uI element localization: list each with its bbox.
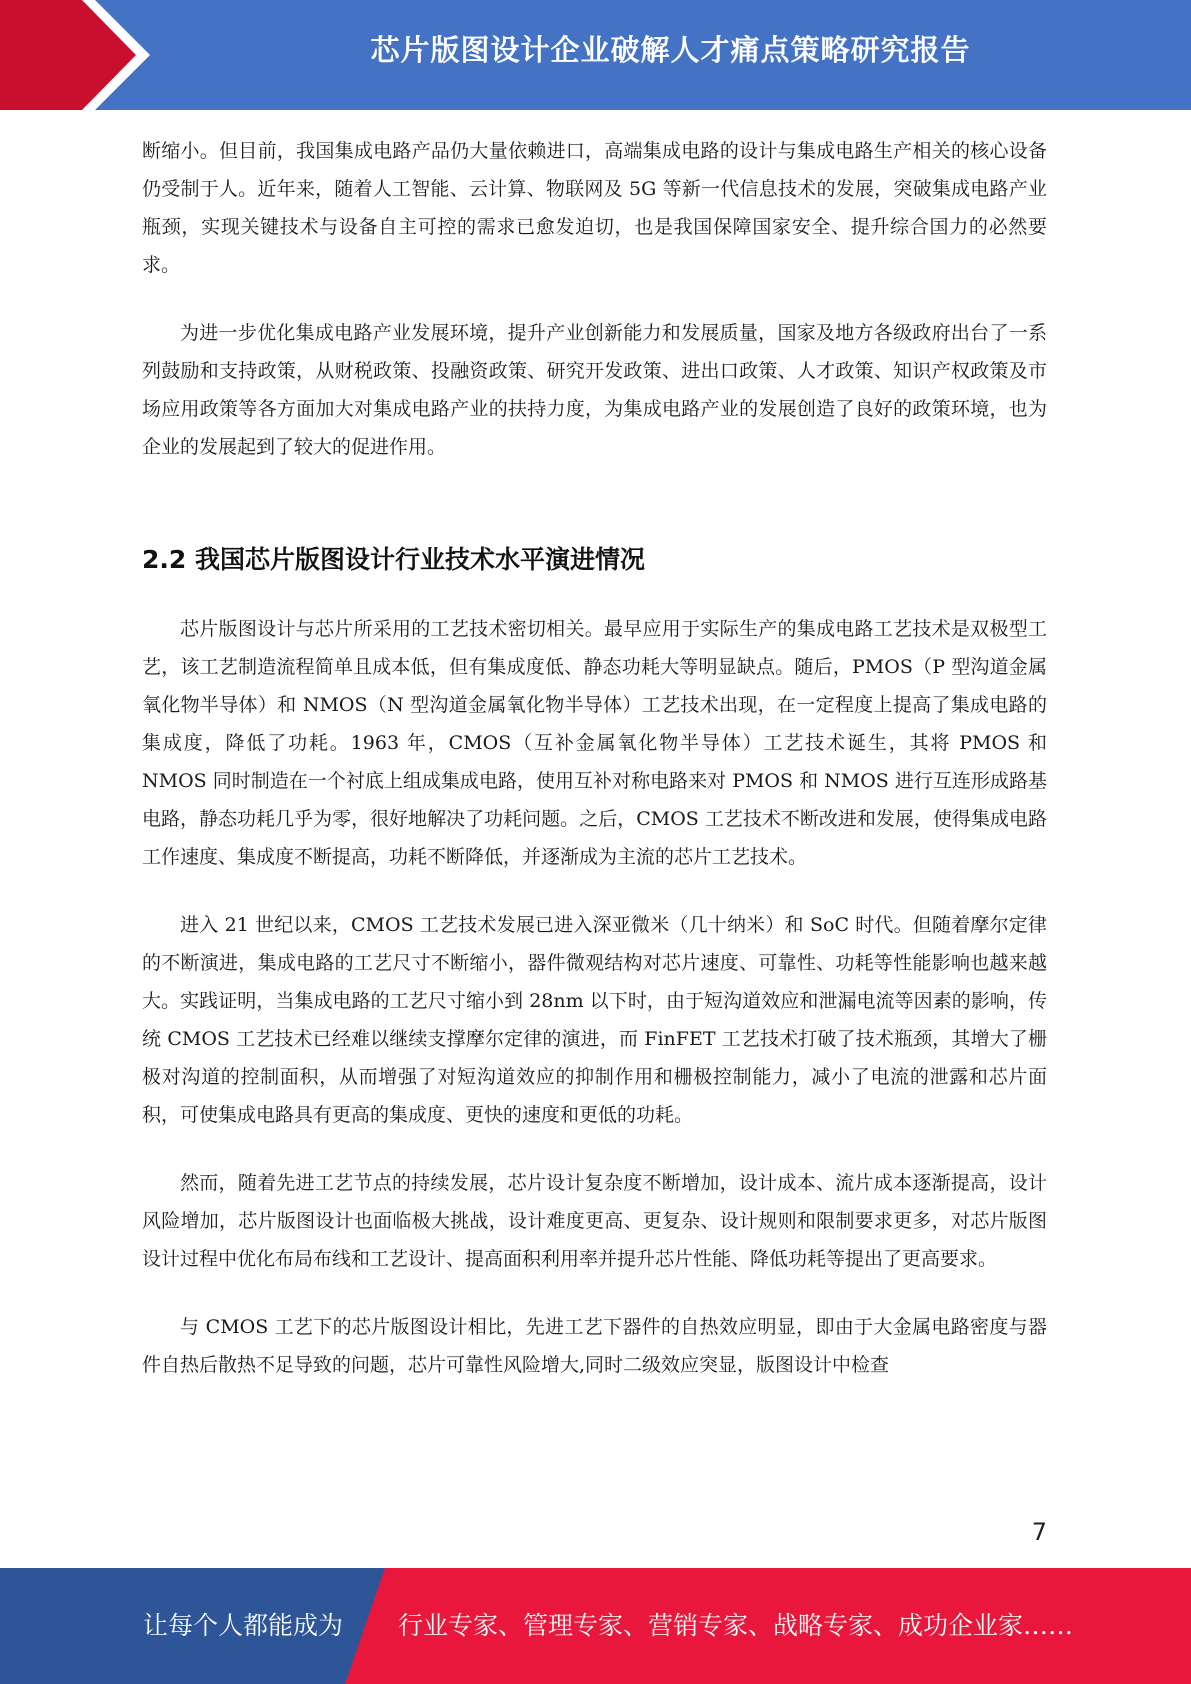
footer-slogan-right: 行业专家、管理专家、营销专家、战略专家、成功企业家…… (398, 1611, 1074, 1640)
document-body (142, 132, 1047, 1384)
page-number: 7 (1031, 1518, 1047, 1546)
paragraph-continued: 断缩小。但目前，我国集成电路产品仍大量依赖进口，高端集成电路的设计与集成电路生产相关的核心设备仍受制于人。近年来，随着人工智能、云计算、物联网及 5G 等新一代信息技术的发展，突破集成电路产业瓶颈，实现关键技术与设备自主可控的需求已愈发迫切，也是我国保障国家安全、提升综合国力的必然要求。 (142, 140, 1047, 276)
paragraph-policy: 为进一步优化集成电路产业发展环境，提升产业创新能力和发展质量，国家及地方各级政府出台了一系列鼓励和支持政策，从财税政策、投融资政策、研究开发政策、进出口政策、人才政策、知识产权政策及市场应用政策等各方面加大对集成电路产业的扶持力度，为集成电路产业的发展创造了良好的政策环境，也为企业的发展起到了较大的促进作用。 (142, 322, 1047, 458)
footer-slogan-left: 让每个人都能成为 (143, 1611, 344, 1640)
paragraph-process-history: 芯片版图设计与芯片所采用的工艺技术密切相关。最早应用于实际生产的集成电路工艺技术是双极型工艺，该工艺制造流程简单且成本低，但有集成度低、静态功耗大等明显缺点。随后，PMOS（P 型沟道金属氧化物半导体）和 NMOS（N 型沟道金属氧化物半导体）工艺技术出现，在一定程度上提高了集成电路的集成度，降低了功耗。1963 年，CMOS（互补金属氧化物半导体）工艺技术诞生，其将 PMOS 和 NMOS 同时制造在一个衬底上组成集成电路，使用互补对称电路来对 PMOS 和 NMOS 进行互连形成路基电路，静态功耗几乎为零，很好地解决了功耗问题。之后，CMOS 工艺技术不断改进和发展，使得集成电路工作速度、集成度不断提高，功耗不断降低，并逐渐成为主流的芯片工艺技术。 (142, 618, 1047, 868)
paragraph-finfet: 进入 21 世纪以来，CMOS 工艺技术发展已进入深亚微米（几十纳米）和 SoC 时代。但随着摩尔定律的不断演进，集成电路的工艺尺寸不断缩小，器件微观结构对芯片速度、可靠性、功耗等性能影响也越来越大。实践证明，当集成电路的工艺尺寸缩小到 28nm 以下时，由于短沟道效应和泄漏电流等因素的影响，传统 CMOS 工艺技术已经难以继续支撑摩尔定律的演进，而 FinFET 工艺技术打破了技术瓶颈，其增大了栅极对沟道的控制面积，从而增强了对短沟道效应的抑制作用和栅极控制能力，减小了电流的泄露和芯片面积，可使集成电路具有更高的集成度、更快的速度和更低的功耗。 (142, 914, 1047, 1126)
section-heading: 2.2 我国芯片版图设计行业技术水平演进情况 (142, 545, 645, 574)
report-title: 芯片版图设计企业破解人才痛点策略研究报告 (370, 33, 971, 67)
page-header (0, 0, 1191, 110)
paragraph-self-heating: 与 CMOS 工艺下的芯片版图设计相比，先进工艺下器件的自热效应明显，即由于大金属电路密度与器件自热后散热不足导致的问题，芯片可靠性风险增大,同时二级效应突显，版图设计中检查 (142, 1316, 1047, 1376)
header-chevron-graphic (0, 0, 150, 110)
paragraph-advanced-nodes: 然而，随着先进工艺节点的持续发展，芯片设计复杂度不断增加，设计成本、流片成本逐渐提高，设计风险增加，芯片版图设计也面临极大挑战，设计难度更高、更复杂、设计规则和限制要求更多，对芯片版图设计过程中优化布局布线和工艺设计、提高面积利用率并提升芯片性能、降低功耗等提出了更高要求。 (142, 1172, 1047, 1270)
page-footer (0, 1568, 1191, 1684)
